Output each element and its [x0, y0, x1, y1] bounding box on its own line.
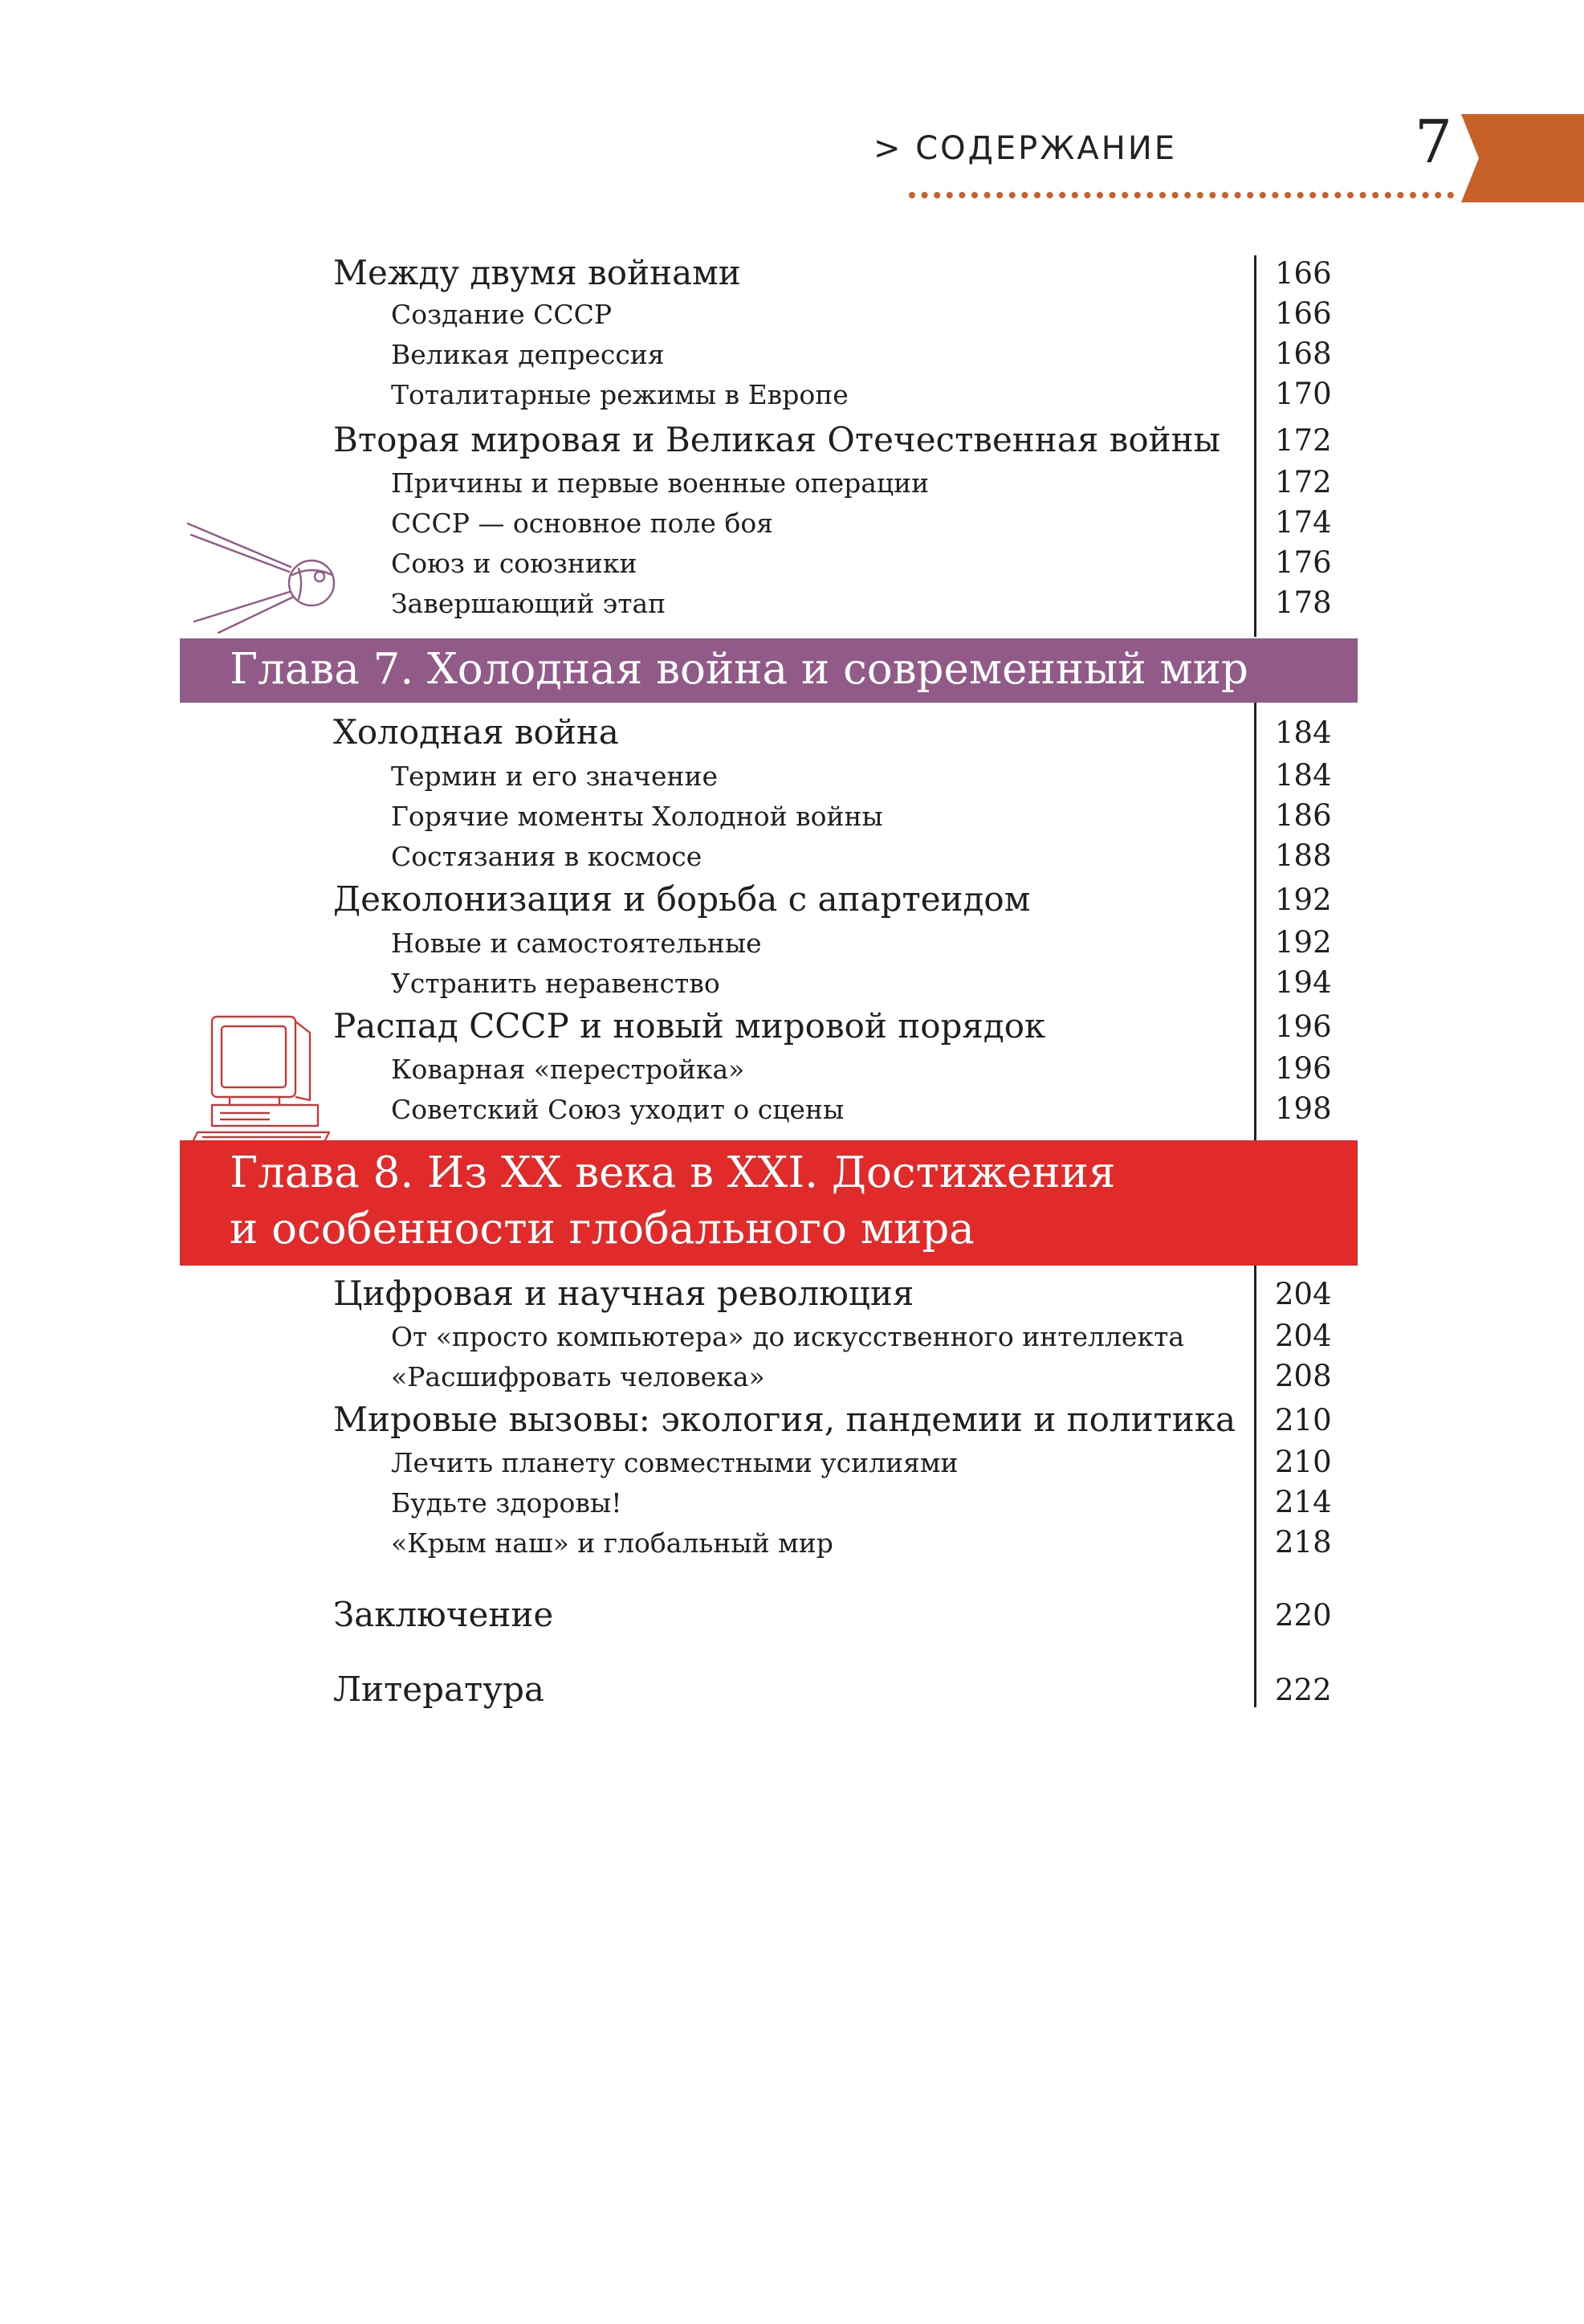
divider-dot	[1159, 192, 1166, 198]
toc-entry-title: Завершающий этап	[391, 588, 666, 619]
toc-entry-title: Деколонизация и борьба с апартеидом	[333, 879, 1031, 919]
toc-entry-title: Новые и самостоятельные	[391, 928, 762, 959]
toc-entry-title: Между двумя войнами	[333, 253, 741, 292]
toc-entry-page: 174	[1275, 505, 1332, 540]
divider-dot	[1084, 192, 1090, 198]
divider-dot	[1435, 192, 1441, 198]
divider-dot	[934, 192, 940, 198]
toc-entry-page: 214	[1275, 1485, 1332, 1519]
toc-entry-page: 170	[1275, 377, 1332, 411]
toc-entry[interactable]	[0, 1274, 1584, 1314]
toc-entry-page: 172	[1275, 423, 1332, 458]
toc-entry-page: 218	[1275, 1525, 1332, 1560]
toc-entry[interactable]	[0, 797, 1584, 837]
toc-entry-title: Литература	[333, 1670, 544, 1709]
divider-dot	[1423, 192, 1429, 198]
toc-entry-page: 196	[1275, 1051, 1332, 1086]
toc-entry-title: Распад СССР и новый мировой порядок	[333, 1006, 1046, 1046]
divider-dot	[1009, 192, 1016, 198]
divider-dot	[1072, 192, 1078, 198]
divider-dot	[1360, 192, 1366, 198]
toc-entry-page: 186	[1275, 798, 1332, 833]
toc-entry-title: Будьте здоровы!	[391, 1487, 622, 1519]
toc-entry-title: Горячие моменты Холодной войны	[391, 801, 883, 832]
toc-entry-page: 204	[1275, 1277, 1332, 1311]
divider-dot	[1322, 192, 1329, 198]
toc-entry-page: 168	[1275, 336, 1332, 371]
divider-dot	[1047, 192, 1053, 198]
toc-entry-title: Термин и его значение	[391, 760, 719, 792]
toc-entry-title: Состязания в космосе	[391, 841, 702, 872]
divider-dot	[996, 192, 1003, 198]
toc-entry-page: 172	[1275, 465, 1332, 499]
toc-entry-page: 188	[1275, 838, 1332, 873]
toc-entry[interactable]	[0, 295, 1584, 335]
toc-entry[interactable]	[0, 375, 1584, 415]
toc-entry-page: 176	[1275, 545, 1332, 580]
toc-entry-title: Великая депрессия	[391, 339, 665, 370]
toc-entry[interactable]	[0, 253, 1584, 293]
toc-entry-title: Устранить неравенство	[391, 968, 720, 999]
divider-dot	[947, 192, 953, 198]
toc-entry[interactable]	[0, 463, 1584, 504]
divider-dot	[959, 192, 965, 198]
toc-entry[interactable]	[0, 1357, 1584, 1397]
toc-entry[interactable]	[0, 420, 1584, 460]
divider-dot	[1448, 192, 1454, 198]
divider-dot	[1334, 192, 1341, 198]
computer-illustration	[193, 1010, 337, 1147]
toc-entry[interactable]	[0, 335, 1584, 375]
divider-dot	[1385, 192, 1391, 198]
toc-entry-page: 220	[1275, 1598, 1332, 1633]
toc-entry-title: Лечить планету совместными усилиями	[391, 1447, 959, 1478]
divider-dot	[1410, 192, 1416, 198]
chapter-7-title: Глава 7. Холодная война и современный мир	[230, 645, 1248, 694]
toc-entry-page: 192	[1275, 883, 1332, 917]
page-tab-shape	[1461, 114, 1584, 202]
toc-entry[interactable]	[0, 879, 1584, 919]
divider-dot	[1059, 192, 1065, 198]
toc-entry-title: Создание СССР	[391, 299, 613, 330]
toc-entry-title: От «просто компьютера» до искусственного интеллекта	[391, 1321, 1185, 1352]
divider-dot	[1260, 192, 1266, 198]
divider-dot	[1285, 192, 1291, 198]
divider-dot	[1222, 192, 1228, 198]
toc-entry[interactable]	[0, 964, 1584, 1004]
toc-entry-page: 210	[1275, 1445, 1332, 1479]
divider-dot	[1272, 192, 1278, 198]
toc-entry-title: Заключение	[333, 1595, 554, 1634]
toc-entry[interactable]	[0, 756, 1584, 797]
sputnik-illustration	[186, 522, 339, 634]
divider-dot	[1146, 192, 1153, 198]
divider-dot	[1235, 192, 1241, 198]
toc-entry[interactable]	[0, 923, 1584, 964]
toc-entry-title: «Крым наш» и глобальный мир	[391, 1527, 833, 1559]
toc-entry-page: 166	[1275, 296, 1332, 331]
divider-dot	[984, 192, 991, 198]
divider-dot	[1122, 192, 1128, 198]
toc-entry-title: Вторая мировая и Великая Отечественная войны	[333, 420, 1221, 459]
toc-entry-page: 196	[1275, 1009, 1332, 1044]
toc-entry[interactable]	[0, 1670, 1584, 1710]
toc-entry-page: 194	[1275, 965, 1332, 1000]
divider-dot	[1197, 192, 1203, 198]
toc-entry-page: 178	[1275, 585, 1332, 620]
toc-entry-title: Коварная «перестройка»	[391, 1054, 745, 1085]
toc-entry-page: 208	[1275, 1359, 1332, 1393]
divider-dot	[1134, 192, 1141, 198]
divider-dot	[922, 192, 928, 198]
divider-dot	[1097, 192, 1103, 198]
toc-entry-page: 222	[1275, 1673, 1332, 1707]
chapter-8-title-line2: и особенности глобального мира	[230, 1205, 975, 1254]
toc-entry-title: Цифровая и научная революция	[333, 1274, 914, 1313]
toc-entry-page: 192	[1275, 925, 1332, 960]
divider-dot	[1397, 192, 1403, 198]
divider-dot	[1110, 192, 1116, 198]
chapter-7-heading[interactable]	[180, 638, 1358, 703]
toc-entry-page: 210	[1275, 1403, 1332, 1437]
toc-entry[interactable]	[0, 1595, 1584, 1635]
divider-dot	[1247, 192, 1253, 198]
toc-entry[interactable]	[0, 1400, 1584, 1440]
section-label: > СОДЕРЖАНИЕ	[873, 130, 1178, 167]
divider-dot	[1209, 192, 1215, 198]
toc-entry[interactable]	[0, 1523, 1584, 1564]
toc-entry-title: Причины и первые военные операции	[391, 467, 930, 499]
toc-entry[interactable]	[0, 1317, 1584, 1357]
divider-dot	[1172, 192, 1179, 198]
toc-entry-title: СССР — основное поле боя	[391, 508, 774, 539]
divider-dot	[971, 192, 978, 198]
page-number: 7	[1415, 108, 1453, 177]
toc-entry[interactable]	[0, 837, 1584, 877]
toc-entry-page: 198	[1275, 1091, 1332, 1126]
divider-dot	[1034, 192, 1040, 198]
chapter-8-heading[interactable]	[180, 1140, 1358, 1266]
toc-entry-title: Тоталитарные режимы в Европе	[391, 379, 849, 410]
toc-entry[interactable]	[0, 1443, 1584, 1483]
toc-entry-title: Холодная война	[333, 712, 619, 752]
divider-dot	[1347, 192, 1354, 198]
toc-entry-title: «Расшифровать человека»	[391, 1361, 765, 1392]
divider-dot	[909, 192, 915, 198]
divider-dot	[1184, 192, 1191, 198]
divider-dot	[1309, 192, 1316, 198]
chapter-8-title-line1: Глава 8. Из XX века в XXI. Достижения	[230, 1148, 1116, 1197]
divider-dot	[1021, 192, 1028, 198]
toc-entry-title: Советский Союз уходит о сцены	[391, 1094, 845, 1125]
toc-entry-title: Союз и союзники	[391, 548, 637, 579]
toc-entry-page: 166	[1275, 256, 1332, 291]
divider-dot	[1372, 192, 1378, 198]
divider-dot	[1297, 192, 1304, 198]
toc-entry[interactable]	[0, 1483, 1584, 1523]
toc-entry-page: 204	[1275, 1319, 1332, 1353]
dotted-divider	[907, 190, 1469, 201]
toc-entry-page: 184	[1275, 716, 1332, 750]
toc-entry-page: 184	[1275, 758, 1332, 793]
toc-entry[interactable]	[0, 712, 1584, 752]
toc-entry-title: Мировые вызовы: экология, пандемии и политика	[333, 1400, 1236, 1439]
